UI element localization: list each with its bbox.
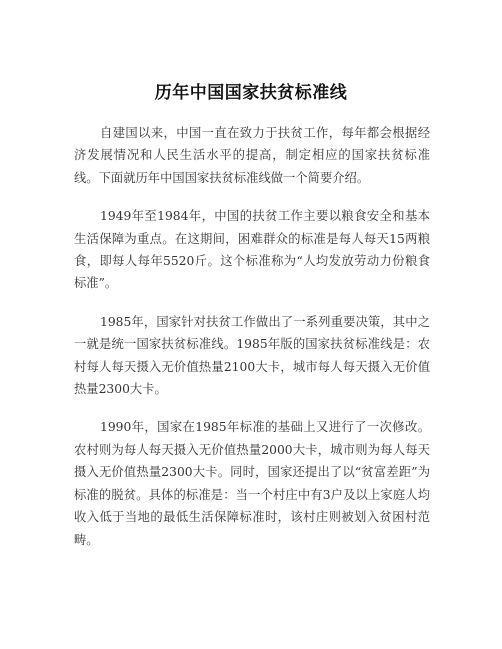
paragraph-1990: 1990年，国家在1985年标准的基础上又进行了一次修改。农村则为每人每天摄入无价值热量2000大卡，城市则为每人每天摄入无价值热量2300大卡。同时，国家还提出了以“贫富差距”为标准的脱贫。具体的标准是：当一个村庄中有3户及以上家庭人均收入低于当地的最低生活保障标准时，该村庄则被划入贫困村范畴。 — [74, 420, 430, 547]
document-title: 历年中国国家扶贫标准线 — [154, 83, 348, 103]
paragraph-intro: 自建国以来，中国一直在致力于扶贫工作，每年都会根据经济发展情况和人民生活水平的提高，制定相应的国家扶贫标准线。下面就历年中国国家扶贫标准线做一个简要介绍。 — [74, 126, 430, 185]
document-body — [74, 122, 430, 567]
paragraph-1949-1984: 1949年至1984年，中国的扶贫工作主要以粮食安全和基本生活保障为重点。在这期间，困难群众的标准是每人每天15两粮食，即每人每年5520斤。这个标准称为“人均发放劳动力份粮食标准”。 — [74, 209, 430, 291]
paragraph-1985: 1985年，国家针对扶贫工作做出了一系列重要决策，其中之一就是统一国家扶贫标准线。1985年版的国家扶贫标准线是：农村每人每天摄入无价值热量2100大卡，城市每人每天摄入无价值热量2300大卡。 — [74, 314, 430, 397]
